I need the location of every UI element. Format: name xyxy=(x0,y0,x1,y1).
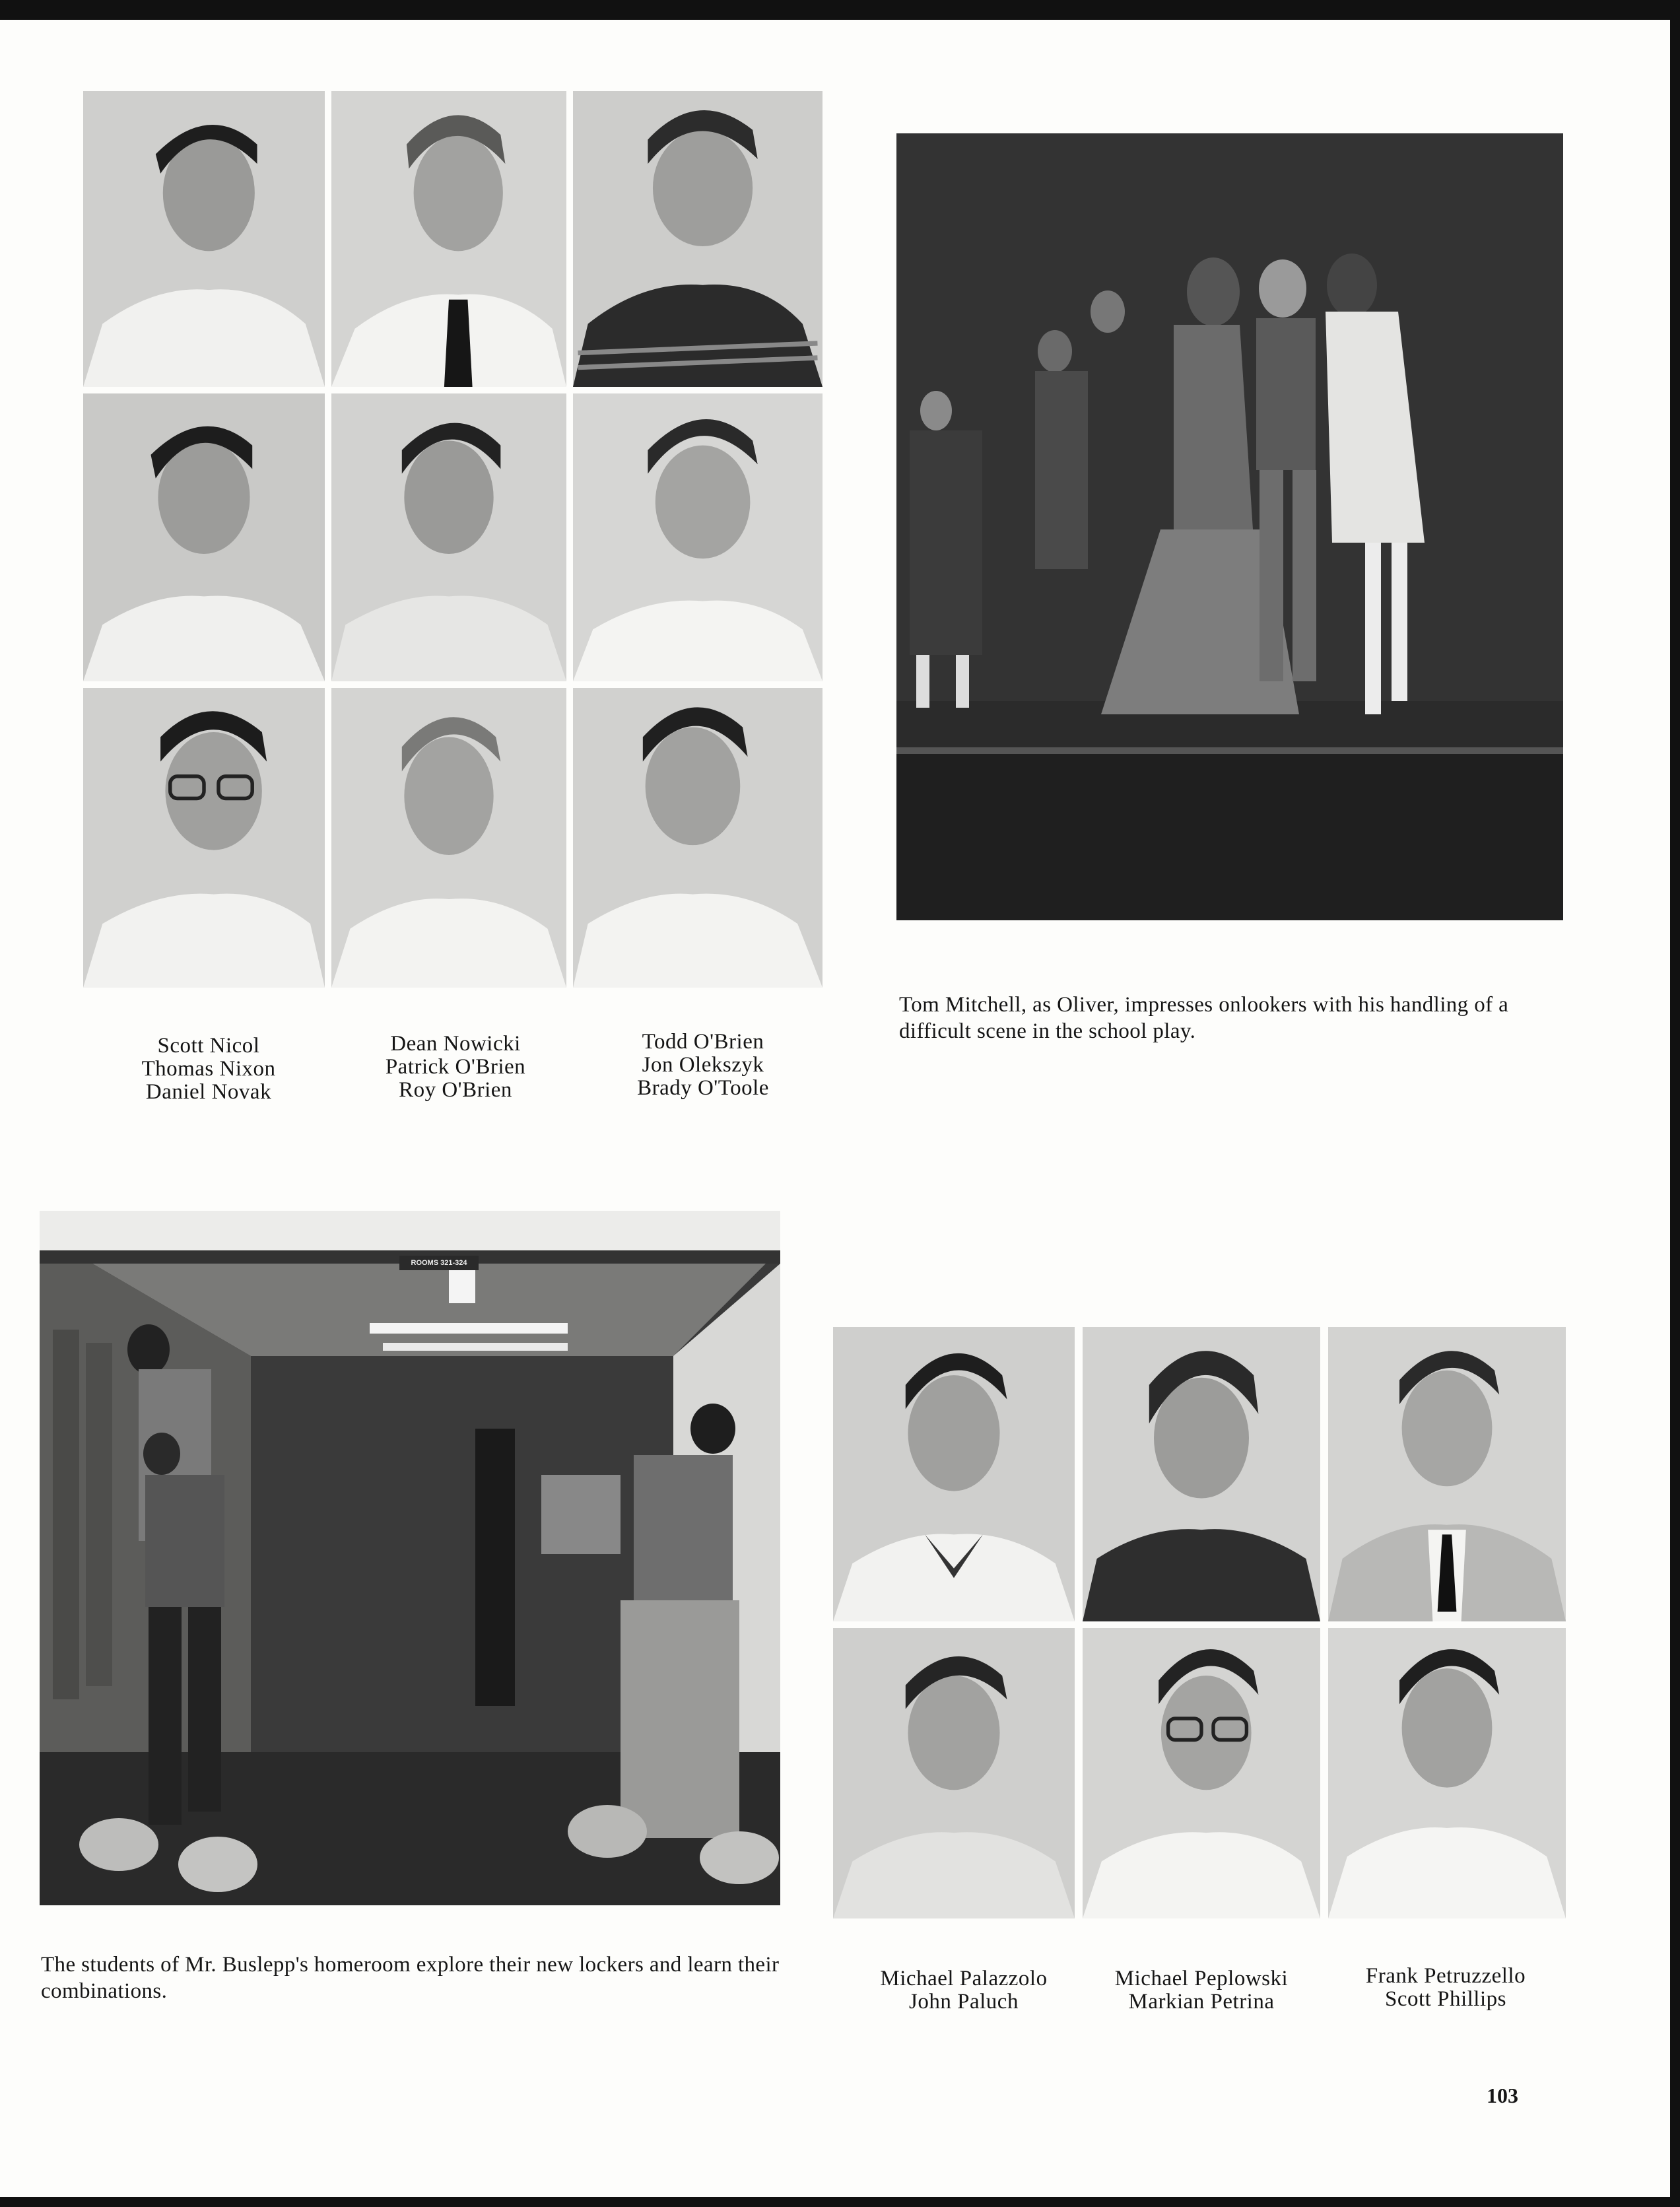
portrait-photo xyxy=(331,393,566,681)
portrait-photo xyxy=(573,688,823,988)
student-name: Jon Olekszyk xyxy=(642,1053,764,1077)
portrait-photo xyxy=(833,1327,1075,1621)
portrait-photo xyxy=(83,393,325,681)
portrait-photo xyxy=(1328,1628,1566,1918)
rooms-sign-text: ROOMS 321-324 xyxy=(411,1259,467,1267)
portrait-photo xyxy=(83,91,325,387)
student-name: Markian Petrina xyxy=(1128,1990,1275,2014)
locker-hallway-photo xyxy=(40,1211,780,1905)
student-name: Todd O'Brien xyxy=(642,1030,764,1054)
name-column xyxy=(1089,1967,1314,2014)
portrait-photo xyxy=(573,393,823,681)
portrait-photo xyxy=(331,688,566,988)
page-number: 103 xyxy=(1487,2084,1518,2107)
student-name: Scott Nicol xyxy=(157,1034,260,1058)
portrait-photo xyxy=(83,688,325,988)
school-play-photo xyxy=(896,133,1563,920)
portrait-photo xyxy=(1328,1327,1566,1621)
student-name: Michael Palazzolo xyxy=(880,1967,1048,1990)
student-name: Thomas Nixon xyxy=(141,1057,276,1081)
student-name: Michael Peplowski xyxy=(1114,1967,1289,1990)
portrait-photo xyxy=(573,91,823,387)
name-column xyxy=(103,1035,314,1104)
name-column xyxy=(1333,1965,1558,2011)
play-photo-caption: Tom Mitchell, as Oliver, impresses onlookers with his handling of a difficult scene in the school play. xyxy=(899,993,1509,1043)
student-name: Frank Petruzzello xyxy=(1365,1964,1526,1988)
portrait-photo xyxy=(331,91,566,387)
student-name: Brady O'Toole xyxy=(637,1076,769,1100)
rooms-sign xyxy=(399,1256,479,1270)
portrait-photo xyxy=(1083,1327,1320,1621)
student-name: Patrick O'Brien xyxy=(385,1055,526,1079)
student-name: John Paluch xyxy=(909,1990,1019,2014)
student-name: Scott Phillips xyxy=(1385,1987,1506,2011)
name-column xyxy=(852,1967,1076,2014)
name-column xyxy=(591,1031,815,1100)
student-name: Dean Nowicki xyxy=(390,1032,521,1056)
locker-photo-caption: The students of Mr. Buslepp's homeroom explore their new lockers and learn their combinations. xyxy=(41,1953,780,2003)
name-column xyxy=(347,1033,564,1102)
yearbook-page xyxy=(0,20,1670,2197)
portrait-photo xyxy=(1083,1628,1320,1918)
student-name: Roy O'Brien xyxy=(399,1078,512,1102)
student-name: Daniel Novak xyxy=(145,1080,272,1104)
portrait-photo xyxy=(833,1628,1075,1918)
